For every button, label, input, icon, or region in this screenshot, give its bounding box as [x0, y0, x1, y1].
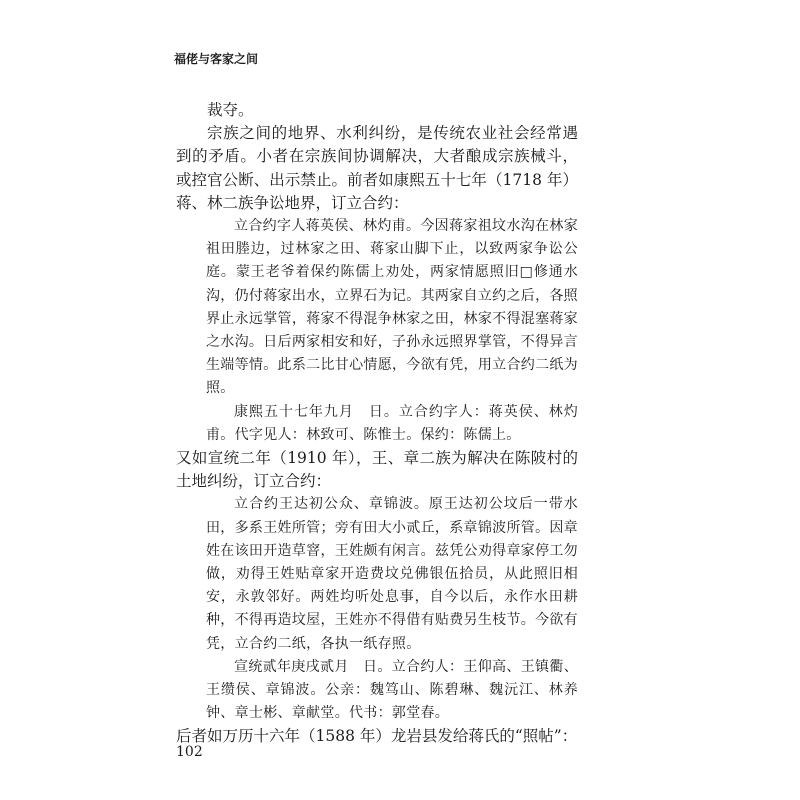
paragraph-2: 宗族之间的地界、水利纠纷，是传统农业社会经常遇到的矛盾。小者在宗族间协调解决，大者酿成宗族械斗，或控官公断、出示禁止。前者如康熙五十七年（1718 年）蒋、林二族争讼地界，订立合约：	[176, 124, 578, 212]
contract-signature-2: 宣统贰年庚戌贰月 日。立合约人：王仰高、王镇衢、王缵侯、章锦波。公亲：魏笃山、陈碧琳、魏沅江、林养钟、章士彬、章献堂。代书：郭堂春。	[206, 658, 578, 722]
running-head: 福佬与客家之间	[174, 52, 259, 66]
paragraph-3: 又如宣统二年（1910 年），王、章二族为解决在陈陂村的土地纠纷，订立合约：	[176, 449, 578, 491]
paragraph-4: 后者如万历十六年（1588 年）龙岩县发给蒋氏的“照帖”：	[176, 727, 578, 746]
paragraph-1: 裁夺。	[207, 101, 254, 119]
page-body	[176, 99, 578, 749]
contract-quote-2: 立合约王达初公众、章锦波。原王达初公坟后一带水田，多系王姓所管；旁有田大小贰丘，系章锦波所管。因章姓在该田开造草窨，王姓颇有闲言。兹凭公劝得章家停工勿做，劝得王姓贴章家开造费坟兑佛银伍拾员，从此照旧相安，永敦邻好。两姓均听处息事，自今以后，永作水田耕种，不得再造坟屋，王姓亦不得借有贴费另生枝节。今欲有凭，立合约二纸，各执一纸存照。	[206, 496, 578, 652]
contract-signature-1: 康熙五十七年九月 日。立合约字人：蒋英侯、林灼甫。代字见人：林致可、陈惟士。保约：陈儒上。	[206, 403, 578, 443]
page-number: 102	[176, 744, 203, 760]
contract-quote-1: 立合约字人蒋英侯、林灼甫。今因蒋家祖坟水沟在林家祖田塍边，过林家之田、蒋家山脚下止，以致两家争讼公庭。蒙王老爷着保约陈儒上劝处，两家情愿照旧□修通水沟，仍付蒋家出水，立界石为记。其两家自立约之后，各照界止永远掌管，蒋家不得混争林家之田，林家不得混塞蒋家之水沟。日后两家相安和好，子孙永远照界掌管，不得异言生端等情。此系二比甘心情愿，今欲有凭，用立合约二纸为照。	[206, 218, 578, 397]
